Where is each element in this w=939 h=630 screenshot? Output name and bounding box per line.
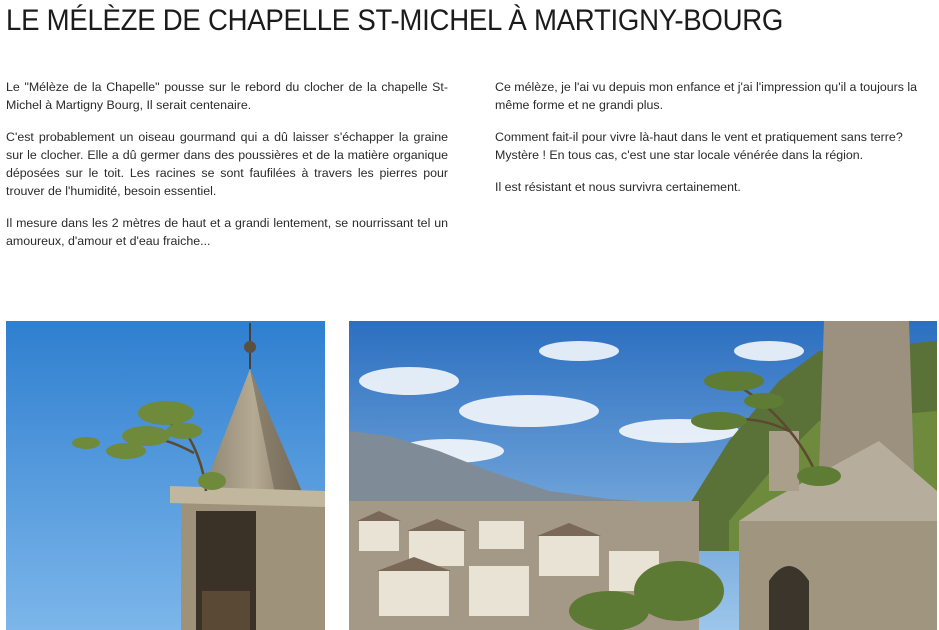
article-title: LE MÉLÈZE DE CHAPELLE ST-MICHEL À MARTIGNY-BOURG <box>6 4 784 37</box>
paragraph: Il mesure dans les 2 mètres de haut et a grandi lentement, se nourrissant tel un amoureux, d'amour et d'eau fraiche... <box>6 216 448 248</box>
paragraph: Ce mélèze, je l'ai vu depuis mon enfance et j'ai l'impression qu'il a toujours la même forme et ne grandi plus. <box>495 80 918 112</box>
paragraph: Le "Mélèze de la Chapelle" pousse sur le rebord du clocher de la chapelle St-Michel à Martigny Bourg, Il serait centenaire. <box>6 80 448 112</box>
martigny-valley-view-photo <box>349 321 937 630</box>
paragraph: Il est résistant et nous survivra certainement. <box>495 180 741 194</box>
bell-tower-larch-photo <box>6 321 325 630</box>
paragraph: C'est probablement un oiseau gourmand qui a dû laisser s'échapper la graine sur le clocher. Elle a dû germer dans des poussières et de la matière organique déposées sur le toit. Les racines se sont faufilées à travers les pierres pour trouver de l'humidité, besoin essentiel. <box>6 130 448 198</box>
text-column-left <box>6 78 448 264</box>
text-column-right <box>495 78 937 210</box>
paragraph: Comment fait-il pour vivre là-haut dans le vent et pratiquement sans terre? Mystère ! En tous cas, c'est une star locale vénérée dans la région. <box>495 130 903 162</box>
